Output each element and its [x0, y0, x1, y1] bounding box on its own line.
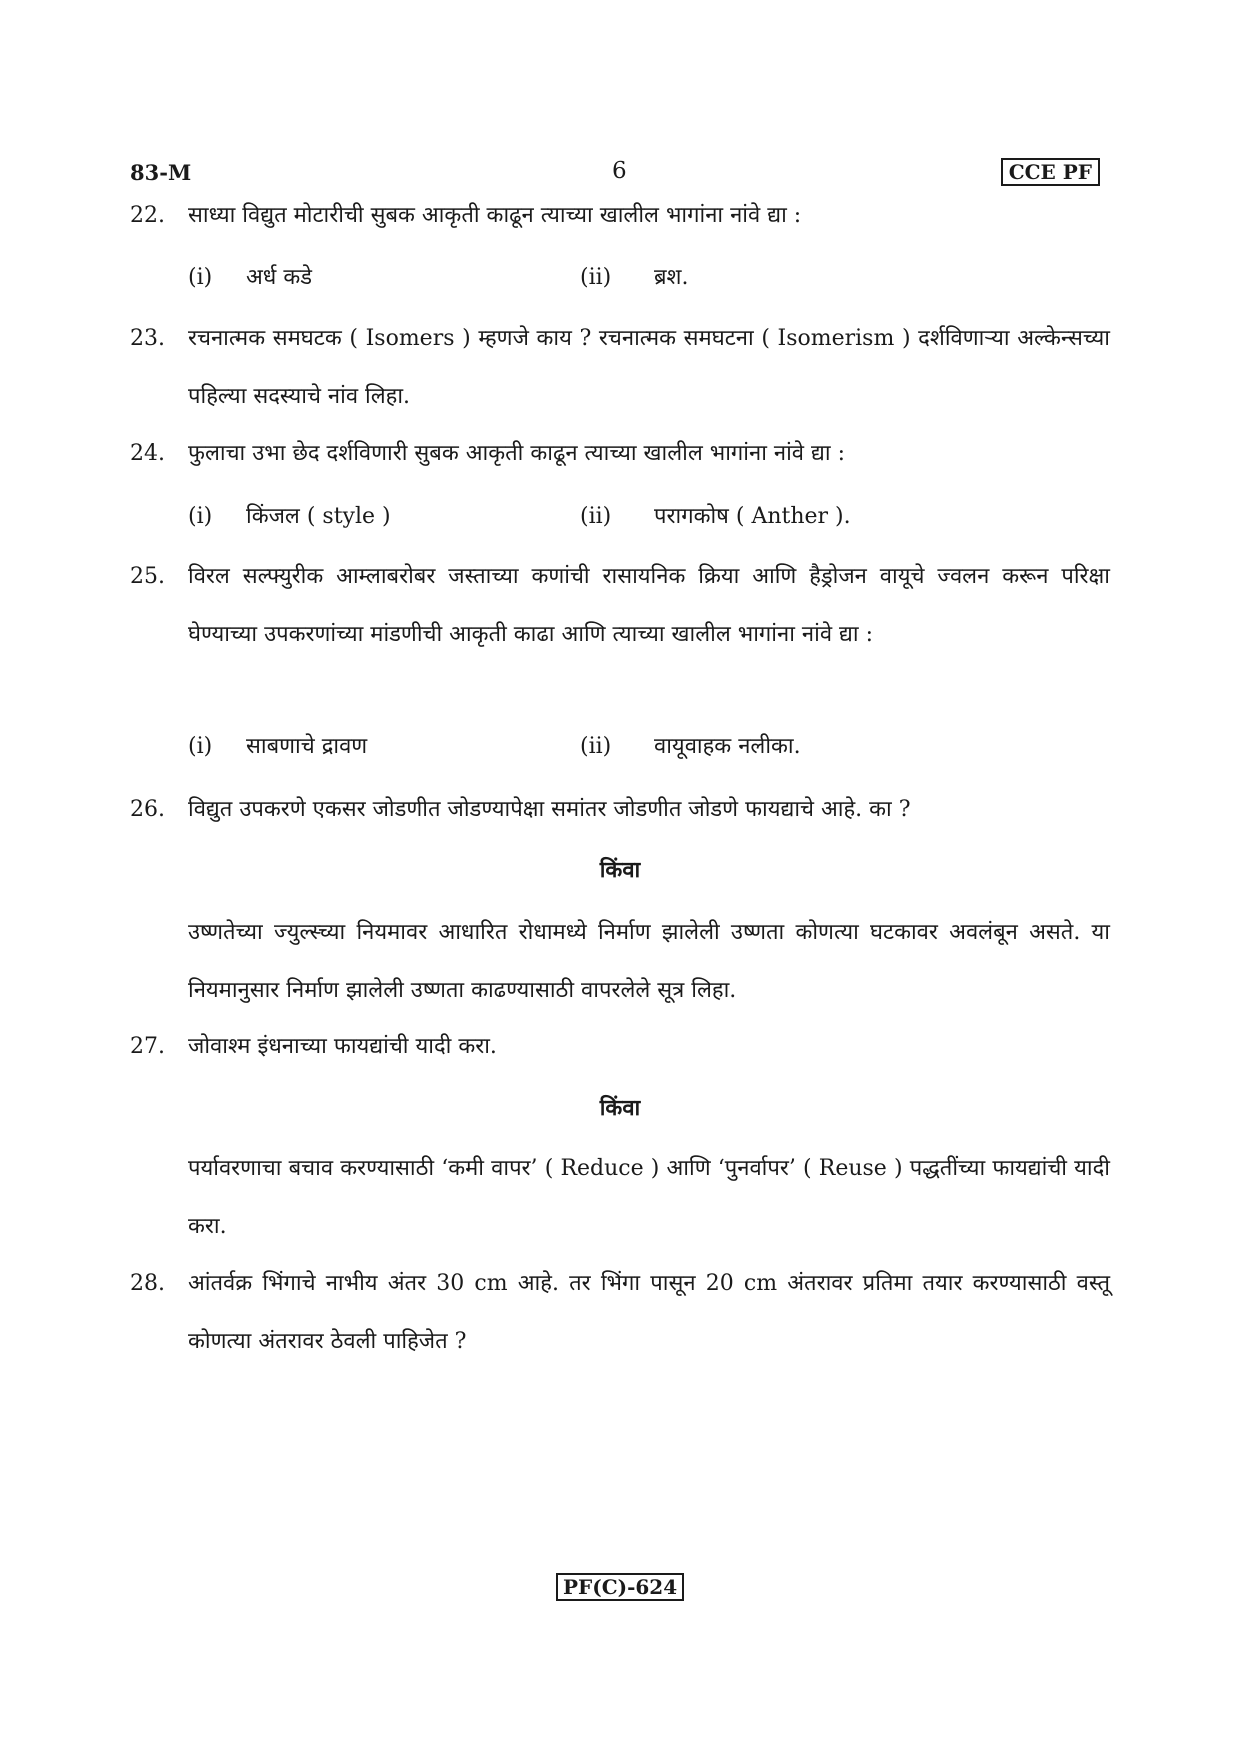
- question-number: 26.: [130, 797, 165, 822]
- or-divider: किंवा: [599, 1095, 641, 1121]
- alternative-question-27: पर्यावरणाचा बचाव करण्यासाठी ‘कमी वापर’ ( Reduce ) आणि ‘पुनर्वापर’ ( Reuse ) पद्धतींच्या फायद्यांची यादी करा.: [188, 1156, 1110, 1239]
- question-number: 23.: [130, 326, 165, 351]
- question-number: 25.: [130, 564, 165, 589]
- question-22: [130, 187, 1110, 245]
- question-text: आंतर्वक्र भिंगाचे नाभीय अंतर 30 cm आहे. तर भिंगा पासून 20 cm अंतरावर प्रतिमा तयार करण्यासाठी वस्तू कोणत्या अंतरावर ठेवली पाहिजेत ?: [188, 1271, 1110, 1354]
- question-text: रचनात्मक समघटक ( Isomers ) म्हणजे काय ? रचनात्मक समघटना ( Isomerism ) दर्शविणाऱ्या अल्केन्सच्या पहिल्या सदस्याचे नांव लिहा.: [188, 326, 1110, 409]
- question-24: [130, 425, 1110, 483]
- question-27: [130, 1018, 1110, 1076]
- question-22-parts: [188, 258, 1088, 298]
- question-25-parts: [188, 727, 1088, 767]
- part-text: परागकोष ( Anther ).: [654, 504, 851, 529]
- paper-code: 83-M: [130, 160, 192, 185]
- part-label: (ii): [580, 504, 612, 529]
- question-number: 28.: [130, 1271, 165, 1296]
- part-text: वायूवाहक नलीका.: [654, 734, 801, 759]
- part-label: (i): [188, 504, 213, 529]
- part-text: ब्रश.: [654, 265, 689, 290]
- question-25: [130, 548, 1110, 664]
- alternative-question-26: उष्णतेच्या ज्युल्स्च्या नियमावर आधारित रोधामध्ये निर्माण झालेली उष्णता कोणत्या घटकावर अवलंबून असते. या नियमानुसार निर्माण झालेली उष्णता काढण्यासाठी वापरलेले सूत्र लिहा.: [188, 920, 1110, 1003]
- part-text: साबणाचे द्रावण: [246, 734, 368, 759]
- part-text: अर्ध कडे: [246, 265, 312, 290]
- question-text: विद्युत उपकरणे एकसर जोडणीत जोडण्यापेक्षा समांतर जोडणीत जोडणे फायद्याचे आहे. का ?: [188, 797, 911, 822]
- part-text: किंजल ( style ): [246, 504, 391, 529]
- question-24-parts: [188, 497, 1088, 537]
- footer-code-box: PF(C)-624: [556, 1573, 684, 1601]
- part-label: (ii): [580, 265, 612, 290]
- question-28: [130, 1255, 1110, 1371]
- or-divider: किंवा: [599, 857, 641, 883]
- question-number: 24.: [130, 441, 165, 466]
- question-number: 27.: [130, 1034, 165, 1059]
- question-text: विरल सल्फ्युरीक आम्लाबरोबर जस्ताच्या कणांची रासायनिक क्रिया आणि हैड्रोजन वायूचे ज्वलन करून परिक्षा घेण्याच्या उपकरणांच्या मांडणीची आकृती काढा आणि त्याच्या खालील भागांना नांवे द्या :: [188, 564, 1110, 647]
- page-number: 6: [612, 158, 627, 184]
- paper-tag-box: CCE PF: [1001, 158, 1100, 186]
- question-text: फुलाचा उभा छेद दर्शविणारी सुबक आकृती काढून त्याच्या खालील भागांना नांवे द्या :: [188, 441, 845, 466]
- question-number: 22.: [130, 203, 165, 228]
- question-23: [130, 310, 1110, 426]
- part-label: (i): [188, 734, 213, 759]
- question-text: साध्या विद्युत मोटारीची सुबक आकृती काढून त्याच्या खालील भागांना नांवे द्या :: [188, 203, 802, 228]
- part-label: (i): [188, 265, 213, 290]
- question-text: जोवाश्म इंधनाच्या फायद्यांची यादी करा.: [188, 1034, 497, 1059]
- question-26: [130, 781, 1110, 839]
- part-label: (ii): [580, 734, 612, 759]
